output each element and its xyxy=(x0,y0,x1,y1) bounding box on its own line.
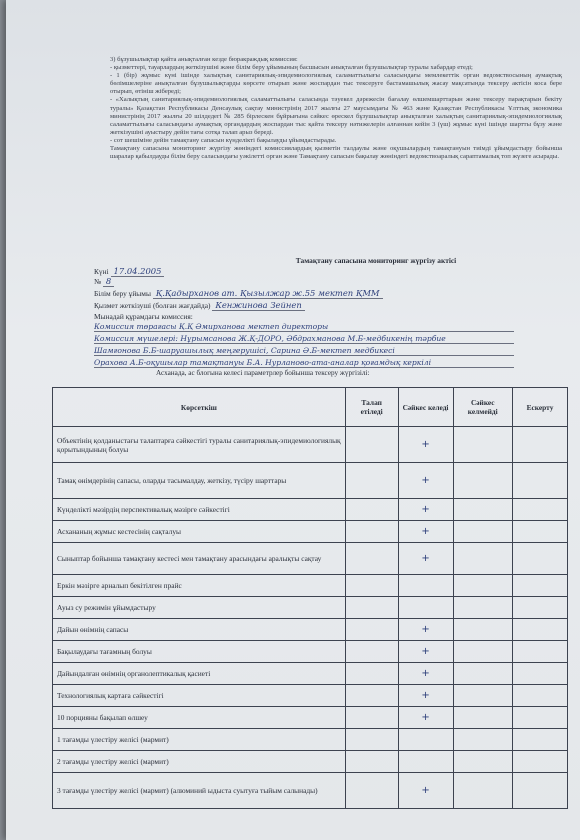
table-row xyxy=(53,427,568,463)
cell-noncomplies xyxy=(453,685,512,707)
cell-noncomplies xyxy=(453,463,512,499)
table-row xyxy=(53,773,568,809)
row-indicator: Дайындалған өнімнің органолептикалық қасиеті xyxy=(53,663,346,685)
commission-member-line: Орахова А.Б-оқушылар тамақтануы Б.А. Нурланово-ата-аналар қоғамдық керкілі xyxy=(94,358,514,368)
cell-note xyxy=(512,427,567,463)
header-required: Талап етіледі xyxy=(345,388,398,427)
table-row xyxy=(53,707,568,729)
criteria-table xyxy=(52,387,568,809)
intro-text xyxy=(110,56,562,161)
cell-required xyxy=(345,729,398,751)
cell-note xyxy=(512,751,567,773)
intro-paragraph: - 1 (бір) жұмыс күні ішінде халықтың санитариялық-эпидемиологиялық саламаттылығы саласындағы мемлекеттік орган ведомствосының аумақтық бөлімшелеріне анықталған бұзушылықтарды көрсете отырып және жоспардан тыс тексеруге бастамашылық жасау мақсатында тексеру актісін коса бере отырып, өтініш жібереді; xyxy=(110,72,562,96)
cell-required xyxy=(345,773,398,809)
cell-complies: + xyxy=(398,427,453,463)
cell-noncomplies xyxy=(453,499,512,521)
cell-required xyxy=(345,499,398,521)
cell-required xyxy=(345,641,398,663)
cell-noncomplies xyxy=(453,543,512,575)
row-indicator: Ауыз су режимін ұйымдастыру xyxy=(53,597,346,619)
row-indicator: 3 тағамды үлестіру желісі (мармит) (алюминий ыдыста суытуға тыйым салынады) xyxy=(53,773,346,809)
cell-noncomplies xyxy=(453,641,512,663)
table-row xyxy=(53,729,568,751)
cell-complies: + xyxy=(398,663,453,685)
cell-complies xyxy=(398,729,453,751)
cell-noncomplies xyxy=(453,575,512,597)
table-row xyxy=(53,521,568,543)
row-indicator: Дайын өнімнің сапасы xyxy=(53,619,346,641)
header-note: Ескерту xyxy=(512,388,567,427)
intro-paragraph: 3) бұзушылықтар қайта анықталған кезде бюракраждық комиссия: xyxy=(110,56,298,63)
number-value: 8 xyxy=(103,276,114,287)
cell-required xyxy=(345,663,398,685)
cell-complies: + xyxy=(398,619,453,641)
commission-label: Мынадай құрамдағы комиссия: xyxy=(94,312,193,321)
date-label: Күні xyxy=(94,267,109,276)
intro-paragraph: Тамақтану сапасына мониторинг жүргізу жөніндегі комиссиялардың қызметін талдаулы және оқушылардың тамақтануын тиімді ұйымдастыру бойынша шаралар қабылдауды білім беру саласындағы уәкілетті орган және Тамақтану сапасын бақылау жөніндегі ведомствоаралық сараптамалық топ жүзеге асырады. xyxy=(110,145,562,161)
row-indicator: 10 порцияны бақылап өлшеу xyxy=(53,707,346,729)
commission-member-line: Комиссия мүшелері: Нұрымсанова Ж.Қ-ДОРО, Әбдрахманова М.Б-медбикенің тәрбие xyxy=(94,334,514,344)
cell-noncomplies xyxy=(453,773,512,809)
cell-noncomplies xyxy=(453,521,512,543)
cell-note xyxy=(512,521,567,543)
cell-complies: + xyxy=(398,463,453,499)
school-label: Білім беру ұйымы xyxy=(94,289,151,298)
row-indicator: Технологиялық картаға сәйкестігі xyxy=(53,685,346,707)
document-page xyxy=(6,0,580,840)
cell-note xyxy=(512,685,567,707)
row-indicator: Күнделікті мәзірдің перспективалық мәзірге сәйкестігі xyxy=(53,499,346,521)
cell-complies: + xyxy=(398,543,453,575)
table-header-row xyxy=(53,388,568,427)
cell-noncomplies xyxy=(453,427,512,463)
table-row xyxy=(53,575,568,597)
table-row xyxy=(53,499,568,521)
operator-label: Қызмет жеткізуші (болған жағдайда) xyxy=(94,301,211,310)
cell-noncomplies xyxy=(453,729,512,751)
act-title: Тамақтану сапасына мониторинг жүргізу актісі xyxy=(295,256,457,265)
cell-noncomplies xyxy=(453,619,512,641)
cell-complies: + xyxy=(398,707,453,729)
cell-required xyxy=(345,575,398,597)
cell-note xyxy=(512,663,567,685)
cell-note xyxy=(512,575,567,597)
commission-line xyxy=(94,312,193,321)
cell-note xyxy=(512,499,567,521)
cell-note xyxy=(512,463,567,499)
cell-complies xyxy=(398,597,453,619)
cell-complies: + xyxy=(398,773,453,809)
date-line xyxy=(94,266,164,276)
table-row xyxy=(53,463,568,499)
cell-complies xyxy=(398,751,453,773)
intro-paragraph: - қызметтері, тауарлардың жеткізушіні және білім беру ұйымының басшысын анықталған бұзушылықтар туралы хабардар етеді; xyxy=(110,64,473,72)
number-label: № xyxy=(94,277,102,286)
row-indicator: 2 тағамды үлестіру желісі (мармит) xyxy=(53,751,346,773)
cell-note xyxy=(512,641,567,663)
intro-paragraph: - сот шешіміне дейін тамақтану сапасын күнделікті бақылауды ұйымдастырады. xyxy=(110,136,337,144)
cell-noncomplies xyxy=(453,597,512,619)
cell-required xyxy=(345,427,398,463)
operator-value: Кенжинова Зейнеп xyxy=(212,300,304,311)
number-line xyxy=(94,276,114,286)
date-value: 17.04.2005 xyxy=(111,266,165,277)
cell-complies: + xyxy=(398,641,453,663)
cell-note xyxy=(512,773,567,809)
table-row xyxy=(53,751,568,773)
cell-complies: + xyxy=(398,499,453,521)
header-complies: Сәйкес келеді xyxy=(398,388,453,427)
cell-required xyxy=(345,685,398,707)
cell-required xyxy=(345,597,398,619)
inspection-instruction: Асханада, ас блогына келесі параметрлер бойынша тексеру жүргізілі: xyxy=(156,369,370,377)
cell-required xyxy=(345,619,398,641)
header-noncomplies: Сәйкес келмейді xyxy=(453,388,512,427)
cell-complies xyxy=(398,575,453,597)
row-indicator: Еркін мәзірге арналып бекітілген прайс xyxy=(53,575,346,597)
row-indicator: Асхананың жұмыс кестесінің сақталуы xyxy=(53,521,346,543)
row-indicator: Объектінің қолданыстағы талаптарға сәйкестігі туралы санитариялық-эпидемиологиялық қорытындының болуы xyxy=(53,427,346,463)
cell-noncomplies xyxy=(453,707,512,729)
cell-noncomplies xyxy=(453,663,512,685)
cell-required xyxy=(345,521,398,543)
table-row xyxy=(53,685,568,707)
table-row xyxy=(53,641,568,663)
cell-noncomplies xyxy=(453,751,512,773)
row-indicator: Бақылаудағы тағамның болуы xyxy=(53,641,346,663)
table-row xyxy=(53,619,568,641)
row-indicator: 1 тағамды үлестіру желісі (мармит) xyxy=(53,729,346,751)
cell-note xyxy=(512,619,567,641)
cell-note xyxy=(512,543,567,575)
school-value: Қ.Қадырханов ат. Қызылжар ж.55 мектеп ҚММ xyxy=(153,288,383,299)
cell-required xyxy=(345,463,398,499)
table-row xyxy=(53,663,568,685)
cell-required xyxy=(345,707,398,729)
row-indicator: Тамақ өнімдерінің сапасы, оларды тасымалдау, жеткізу, түсіру шарттары xyxy=(53,463,346,499)
table-row xyxy=(53,597,568,619)
commission-member-line: Шамғонова Б.Б-шаруашылық меңгерушісі, Сарина Ә.Б-мектеп медбикесі xyxy=(94,346,514,356)
row-indicator: Сыныптар бойынша тамақтану кестесі мен тамақтану арасындағы аралықты сақтау xyxy=(53,543,346,575)
cell-complies: + xyxy=(398,685,453,707)
cell-required xyxy=(345,543,398,575)
cell-note xyxy=(512,729,567,751)
cell-complies: + xyxy=(398,521,453,543)
intro-paragraph: - «Халықтың санитариялық-эпидемиологиялық саламаттылығы саласында тәуекел дәрежесін бағалау өлшемшарттарын және тексеру парақтарын бекіту туралы» Қазақстан Республикасы Денсаулық сақтау министрінің 2017 жылғы 27 маусымдағы № 463 және Қазақстан Республикасы Ұлттық экономика министрінің 2017 жылғы 20 шілдедегі № 285 бірлескен бұйрығына сәйкес өрескел бұзушылықтар анықталған халықтың санитариялық-эпидемиологиялық саламаттылығы саласындағы аумақтық органдардың жоспардан тыс қайта тексеру нәтижелерін алғаннан кейін 3 (үш) жұмыс күні ішінде шартты бұзу және жеткізушіні ауыстыру дейін тағы сотқа талап арыз береді. xyxy=(110,96,562,136)
school-line xyxy=(94,288,383,298)
cell-required xyxy=(345,751,398,773)
cell-note xyxy=(512,707,567,729)
commission-member-line: Комиссия төрағасы Қ.Қ Әмирханова мектеп директоры xyxy=(94,322,514,332)
header-indicator: Көрсеткіш xyxy=(53,388,346,427)
cell-note xyxy=(512,597,567,619)
operator-line xyxy=(94,300,305,310)
table-row xyxy=(53,543,568,575)
